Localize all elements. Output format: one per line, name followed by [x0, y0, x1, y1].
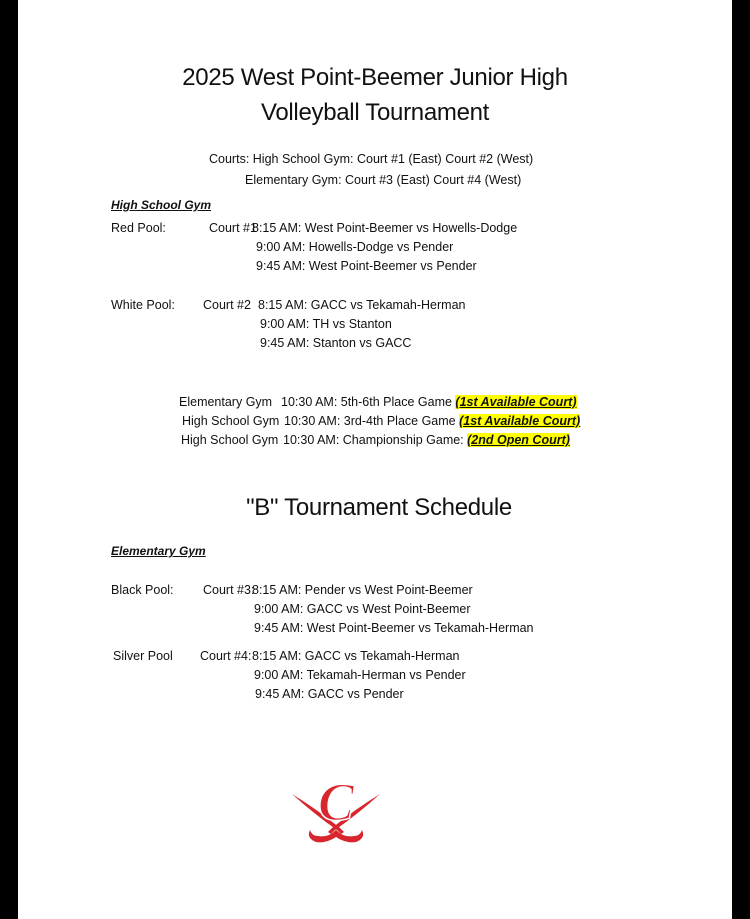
final-3-game	[283, 433, 570, 447]
logo-letter: C	[317, 772, 355, 832]
final-1-gym: Elementary Gym	[179, 395, 273, 409]
final-3-game-text: 10:30 AM: Championship Game:	[283, 433, 464, 447]
black-pool-court: Court #3:	[203, 583, 255, 597]
title-line-1: 2025 West Point-Beemer Junior High	[182, 64, 568, 91]
white-pool-court: Court #2	[203, 298, 251, 312]
school-logo-icon	[288, 772, 384, 848]
final-2-game	[284, 414, 580, 428]
silver-pool-game-1: 8:15 AM: GACC vs Tekamah-Herman	[252, 649, 460, 663]
title-line-2: Volleyball Tournament	[260, 99, 490, 126]
black-pool-label: Black Pool:	[111, 583, 174, 597]
white-pool-game-2: 9:00 AM: TH vs Stanton	[260, 317, 392, 331]
white-pool-game-1: 8:15 AM: GACC vs Tekamah-Herman	[258, 298, 466, 312]
final-2-game-text: 10:30 AM: 3rd-4th Place Game	[284, 414, 456, 428]
courts-line-1: Courts: High School Gym: Court #1 (East) Court #2 (West)	[209, 152, 534, 166]
red-pool-label: Red Pool:	[111, 221, 166, 235]
elementary-gym-heading: Elementary Gym	[111, 544, 206, 558]
final-3-gym: High School Gym	[181, 433, 279, 447]
black-pool-game-2: 9:00 AM: GACC vs West Point-Beemer	[254, 602, 471, 616]
final-2-gym: High School Gym	[182, 414, 280, 428]
silver-pool-label: Silver Pool	[113, 649, 173, 663]
red-pool-game-3: 9:45 AM: West Point-Beemer vs Pender	[256, 259, 477, 273]
courts-line-2: Elementary Gym: Court #3 (East) Court #4 (West)	[245, 173, 522, 187]
final-3-court: (2nd Open Court)	[467, 433, 570, 447]
black-pool-game-3: 9:45 AM: West Point-Beemer vs Tekamah-Herman	[254, 621, 534, 635]
white-pool-game-3: 9:45 AM: Stanton vs GACC	[260, 336, 412, 350]
high-school-gym-heading: High School Gym	[111, 198, 212, 212]
white-pool-label: White Pool:	[111, 298, 175, 312]
final-1-court: (1st Available Court)	[455, 395, 577, 409]
b-tournament-title: "B" Tournament Schedule	[246, 494, 512, 521]
red-pool-court: Court #1	[209, 221, 257, 235]
final-1-game-text: 10:30 AM: 5th-6th Place Game	[281, 395, 452, 409]
red-pool-game-1: 8:15 AM: West Point-Beemer vs Howells-Dodge	[252, 221, 518, 235]
red-pool-game-2: 9:00 AM: Howells-Dodge vs Pender	[256, 240, 454, 254]
silver-pool-game-3: 9:45 AM: GACC vs Pender	[255, 687, 404, 701]
black-pool-game-1: 8:15 AM: Pender vs West Point-Beemer	[252, 583, 473, 597]
document-page	[18, 0, 732, 919]
final-2-court: (1st Available Court)	[459, 414, 581, 428]
silver-pool-game-2: 9:00 AM: Tekamah-Herman vs Pender	[254, 668, 466, 682]
silver-pool-court: Court #4:	[200, 649, 252, 663]
final-1-game	[281, 395, 577, 409]
